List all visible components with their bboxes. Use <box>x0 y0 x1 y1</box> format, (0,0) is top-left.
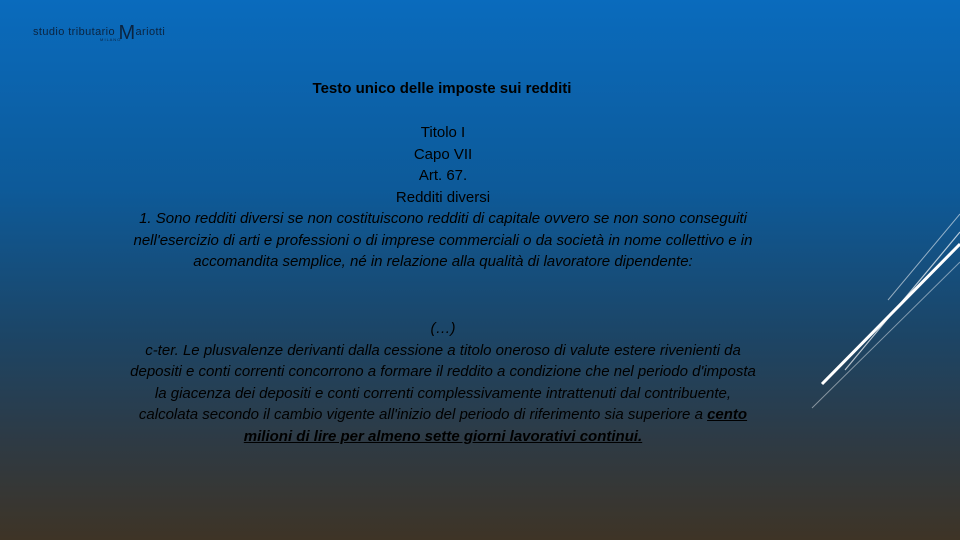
logo-subtext: M I L A N O <box>100 37 121 42</box>
paragraph-c-ter <box>130 340 756 448</box>
underlined-emphasis: cento milioni di lire per almeno sette giorni lavorativi continui. <box>243 406 748 445</box>
paragraph-c-ter-text: c-ter. Le plusvalenze derivanti dalla cessione a titolo oneroso di valute estere rivenienti da depositi e conti correnti concorrono a formare il reddito a condizione che nel periodo d'imposta la giacenza dei depositi e conti correnti complessivamente intrattenuti dal contribuente, calcolata secondo il cambio vigente all'inizio del periodo di riferimento sia superiore a <box>130 341 756 423</box>
article-number: Art. 67. <box>418 167 468 184</box>
paragraph-1: 1. Sono redditi diversi se non costituiscono redditi di capitale ovvero se non sono conseguiti nell'esercizio di arti e professioni o di imprese commerciali o da società in nome collettivo e in accomandita semplice, né in relazione alla qualità di lavoratore dipendente: <box>133 210 753 270</box>
logo-text-rest: ariotti <box>135 26 166 38</box>
logo-text: studio tributario <box>33 26 119 38</box>
ellipsis: (…) <box>430 320 456 337</box>
article-rubric: Redditi diversi <box>395 188 491 206</box>
studio-logo <box>30 14 180 44</box>
document-title: Testo unico delle imposte sui redditi <box>312 80 572 97</box>
capo-heading: Capo VII <box>413 145 473 163</box>
article-block <box>130 122 756 273</box>
logo-initial: M <box>118 22 136 44</box>
excerpt-block <box>130 318 756 447</box>
titolo-heading: Titolo I <box>420 124 466 141</box>
